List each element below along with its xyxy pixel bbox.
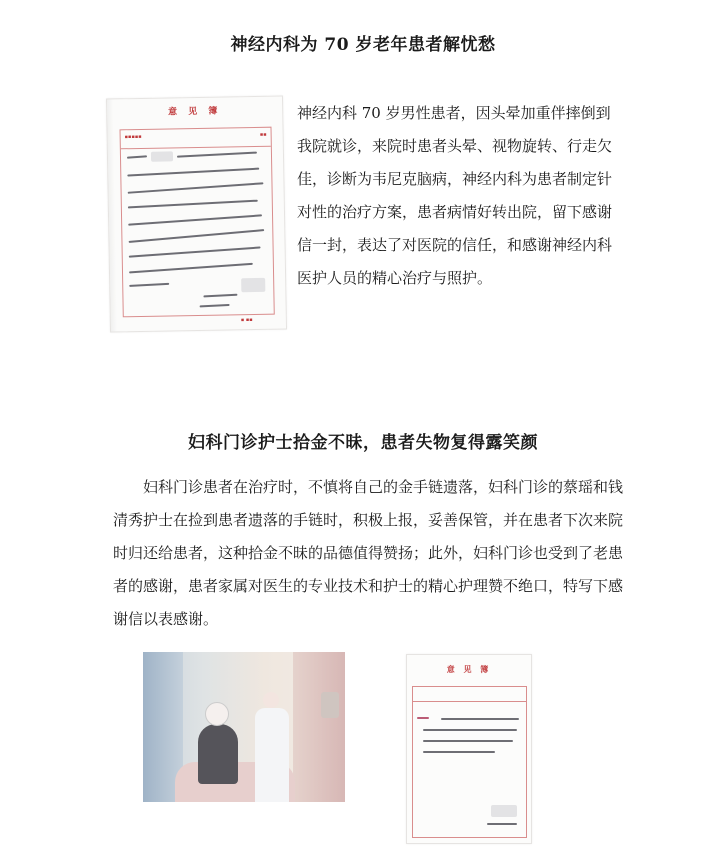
patient-nurse-photo xyxy=(143,652,345,802)
section-paragraph-neurology: 神经内科 70 岁男性患者，因头晕加重伴摔倒到我院就诊，来院时患者头晕、视物旋转、行走欠佳，诊断为韦尼克脑病，神经内科为患者制定针对性的治疗方案，患者病情好转出院，留下感谢信一封，表达了对医院的信任，和感谢神经内科医护人员的精心治疗与照护。 xyxy=(297,104,613,287)
section-title-gynecology: 妇科门诊护士拾金不昧，患者失物复得露笑颜 xyxy=(188,433,538,453)
face-sticker xyxy=(205,702,229,726)
thank-you-letter-photo-2 xyxy=(406,654,532,844)
letter-frame xyxy=(412,686,527,838)
thank-you-letter-photo: 意 见 簿 ▪▪▪▪▪ ▪▪ ▪ ▪▪ xyxy=(106,95,287,332)
section-paragraph-gynecology: 妇科门诊患者在治疗时，不慎将自己的金手链遗落，妇科门诊的蔡瑶和钱清秀护士在捡到患者遗落的手链时，积极上报，妥善保管，并在患者下次来院时归还给患者，这种拾金不昧的品德值得赞扬；此外，妇科门诊也受到了老患者的感谢，患者家属对医生的专业技术和护士的精心护理赞不绝口，特写下感谢信以表感谢。 xyxy=(113,478,624,628)
letter-frame: ▪▪▪▪▪ ▪▪ xyxy=(120,127,275,318)
section-title-neurology: 神经内科为 70 岁老年患者解忧愁 xyxy=(230,35,496,55)
letter-heading: 意 见 簿 xyxy=(446,664,492,674)
letter-heading: 意 见 簿 xyxy=(167,106,222,118)
